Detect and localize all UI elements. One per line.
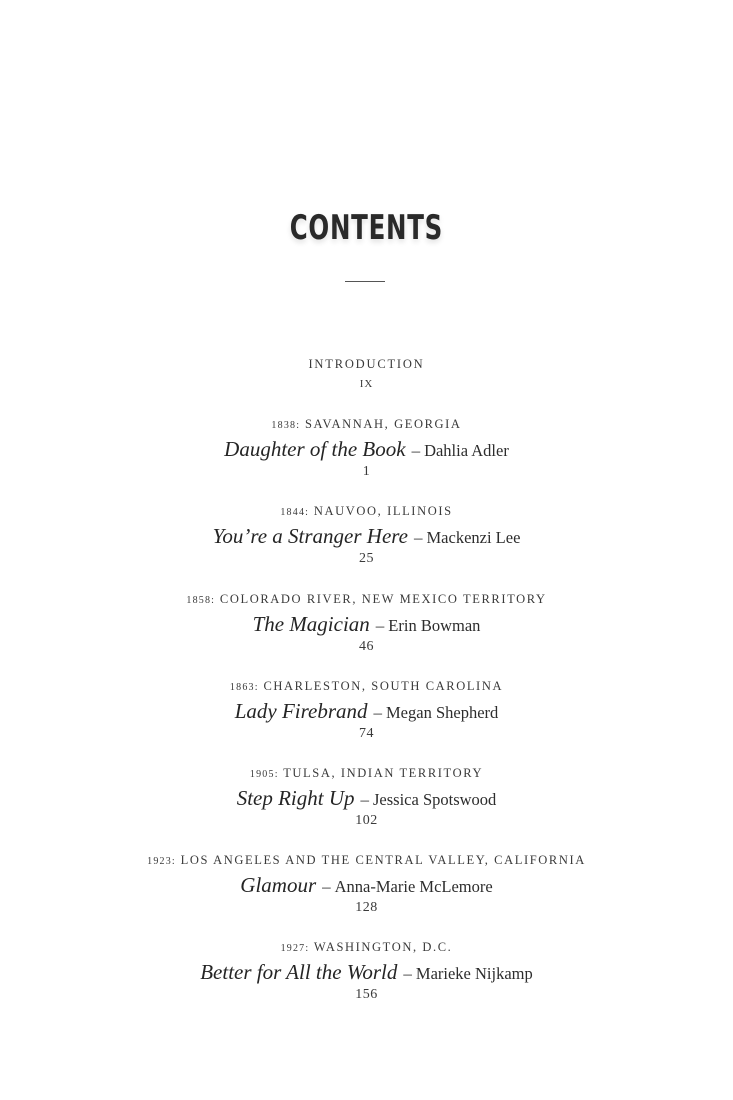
title-author-separator: –	[373, 703, 383, 722]
story-author: Marieke Nijkamp	[415, 964, 533, 983]
entry-location: LOS ANGELES AND THE CENTRAL VALLEY, CALIFORNIA	[180, 853, 586, 867]
toc-entry[interactable]	[0, 939, 733, 1005]
page-title: CONTENTS	[289, 208, 443, 248]
toc-entry[interactable]	[0, 678, 733, 744]
entry-page-number: 74	[359, 726, 374, 741]
entry-setting	[0, 852, 733, 868]
entry-setting	[0, 939, 733, 955]
entry-page-number: 25	[359, 551, 374, 566]
story-author: Jessica Spotswood	[373, 790, 497, 809]
story-author: Dahlia Adler	[424, 441, 509, 460]
entry-location: COLORADO RIVER, NEW MEXICO TERRITORY	[219, 592, 547, 606]
entry-title-line	[0, 786, 733, 810]
entry-year: 1838:	[271, 420, 301, 431]
entry-year: 1905:	[249, 769, 279, 780]
story-title: You’re a Stranger Here	[212, 524, 408, 548]
entry-year: 1927:	[280, 943, 310, 954]
title-author-separator: –	[411, 441, 421, 460]
entry-year: 1858:	[186, 595, 216, 606]
entry-setting	[0, 765, 733, 781]
entry-title-line	[0, 524, 733, 548]
entry-title-line	[0, 612, 733, 636]
story-title: Better for All the World	[200, 960, 398, 984]
introduction-page-number: IX	[359, 378, 374, 390]
story-title: Daughter of the Book	[224, 437, 406, 461]
entry-title-line	[0, 960, 733, 984]
entry-page-number: 102	[355, 813, 378, 828]
entry-title-line	[0, 699, 733, 723]
entry-page-number: 1	[362, 464, 371, 479]
story-author: Erin Bowman	[388, 616, 481, 635]
entry-location: CHARLESTON, SOUTH CAROLINA	[263, 679, 504, 693]
story-author: Anna-Marie McLemore	[334, 877, 493, 896]
entry-setting	[0, 591, 733, 607]
entry-title-line	[0, 873, 733, 897]
toc-entry[interactable]	[0, 852, 733, 918]
story-title: The Magician	[252, 612, 370, 636]
story-title: Lady Firebrand	[234, 699, 368, 723]
entry-location: WASHINGTON, D.C.	[313, 940, 453, 954]
entry-setting	[0, 503, 733, 519]
entry-location: TULSA, INDIAN TERRITORY	[283, 766, 484, 780]
toc-entry-introduction[interactable]	[0, 356, 733, 392]
entry-setting	[0, 416, 733, 432]
entry-location: NAUVOO, ILLINOIS	[313, 504, 453, 518]
introduction-label: INTRODUCTION	[308, 357, 425, 371]
title-author-separator: –	[403, 964, 412, 983]
title-author-separator: –	[375, 616, 385, 635]
story-title: Glamour	[240, 873, 317, 897]
story-title: Step Right Up	[236, 786, 355, 810]
toc-entry[interactable]	[0, 416, 733, 482]
toc-entry[interactable]	[0, 591, 733, 657]
entry-page-number: 46	[359, 639, 374, 654]
entry-year: 1863:	[229, 682, 259, 693]
entry-title-line	[0, 437, 733, 461]
title-author-separator: –	[414, 528, 423, 547]
toc-entry[interactable]	[0, 503, 733, 569]
title-author-separator: –	[322, 877, 331, 896]
entry-year: 1844:	[280, 507, 310, 518]
title-author-separator: –	[360, 790, 370, 809]
entry-year: 1923:	[147, 856, 176, 867]
entry-page-number: 128	[355, 900, 378, 915]
entry-setting	[0, 678, 733, 694]
story-author: Mackenzi Lee	[426, 528, 521, 547]
toc-entry[interactable]	[0, 765, 733, 831]
entry-page-number: 156	[355, 987, 378, 1002]
title-divider	[345, 281, 385, 282]
entry-location: SAVANNAH, GEORGIA	[304, 417, 462, 431]
story-author: Megan Shepherd	[386, 703, 499, 722]
